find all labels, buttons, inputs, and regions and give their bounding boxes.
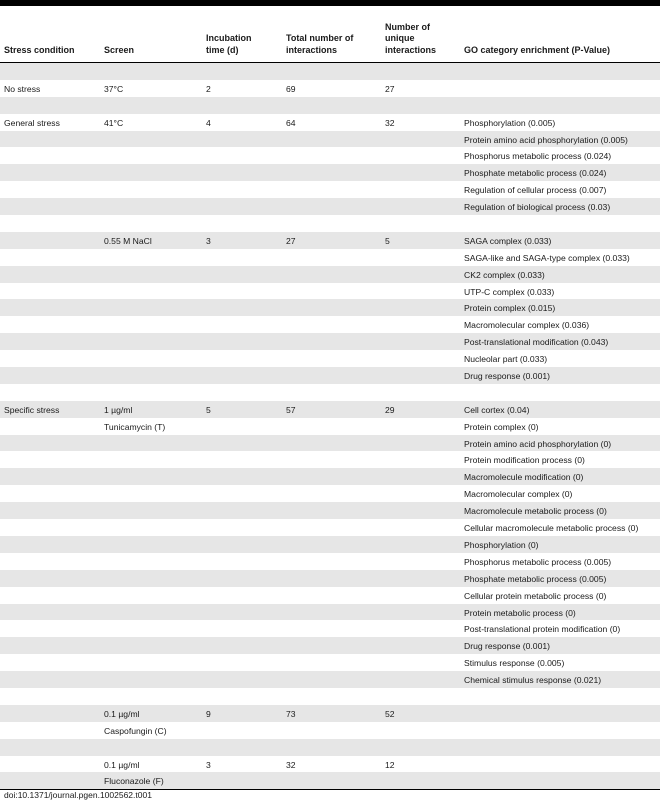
total-cell: 73 [286, 708, 296, 719]
go-cell: Chemical stimulus response (0.021) [464, 675, 602, 686]
go-cell: SAGA complex (0.033) [464, 235, 552, 246]
table-header [0, 18, 660, 62]
total-cell: 69 [286, 83, 296, 94]
table-body [0, 63, 660, 789]
screen-cell: 0.55 M NaCl [104, 235, 152, 246]
table-row [0, 384, 660, 401]
screen-cell: 41°C [104, 117, 124, 128]
go-cell: Cellular protein metabolic process (0) [464, 590, 607, 601]
go-cell: Phosphate metabolic process (0.024) [464, 168, 607, 179]
go-cell: Protein amino acid phosphorylation (0) [464, 438, 612, 449]
go-cell: Protein metabolic process (0) [464, 607, 576, 618]
table-row [0, 316, 660, 333]
doi-caption: doi:10.1371/journal.pgen.1002562.t001 [4, 790, 152, 800]
go-cell: Protein modification process (0) [464, 455, 585, 466]
table-row [0, 502, 660, 519]
table-row [0, 570, 660, 587]
incubation-cell: 4 [206, 117, 211, 128]
table-row [0, 333, 660, 350]
go-cell: Protein complex (0) [464, 421, 539, 432]
incubation-cell: 3 [206, 235, 211, 246]
table-row [0, 232, 660, 249]
table-row [0, 435, 660, 452]
table-row [0, 756, 660, 773]
header-stress-condition: Stress condition [4, 44, 75, 55]
table-row [0, 722, 660, 739]
top-rule [0, 0, 660, 6]
table-row [0, 772, 660, 789]
table-row [0, 536, 660, 553]
table-row [0, 485, 660, 502]
table-row [0, 80, 660, 97]
table-row [0, 587, 660, 604]
go-cell: Protein complex (0.015) [464, 303, 556, 314]
table-row [0, 198, 660, 215]
header-total-interactions: Total number of interactions [286, 33, 354, 55]
screen-cell: 0.1 µg/ml [104, 708, 140, 719]
incubation-cell: 3 [206, 759, 211, 770]
screen-cell: Fluconazole (F) [104, 776, 164, 787]
table-row [0, 367, 660, 384]
go-cell: Phosphorylation (0) [464, 539, 539, 550]
screen-cell: 0.1 µg/ml [104, 759, 140, 770]
total-cell: 27 [286, 235, 296, 246]
table-row [0, 401, 660, 418]
go-cell: Regulation of cellular process (0.007) [464, 185, 607, 196]
go-cell: Macromolecular complex (0) [464, 489, 573, 500]
table-row [0, 637, 660, 654]
incubation-cell: 5 [206, 404, 211, 415]
go-cell: Drug response (0.001) [464, 641, 550, 652]
table-row [0, 215, 660, 232]
go-cell: Cellular macromolecule metabolic process (0) [464, 523, 639, 534]
table-row [0, 519, 660, 536]
table-row [0, 688, 660, 705]
table-row [0, 418, 660, 435]
total-cell: 64 [286, 117, 296, 128]
go-cell: CK2 complex (0.033) [464, 269, 545, 280]
table-row [0, 620, 660, 637]
stress-condition-cell: Specific stress [4, 404, 60, 415]
table-row [0, 114, 660, 131]
go-cell: Nucleolar part (0.033) [464, 354, 548, 365]
incubation-cell: 2 [206, 83, 211, 94]
stress-condition-cell: No stress [4, 83, 41, 94]
header-go-enrichment: GO category enrichment (P-Value) [464, 44, 611, 55]
table-row [0, 553, 660, 570]
table-row [0, 283, 660, 300]
table-row [0, 249, 660, 266]
go-cell: Macromolecular complex (0.036) [464, 320, 590, 331]
table-row [0, 147, 660, 164]
unique-cell: 32 [385, 117, 395, 128]
go-cell: Cell cortex (0.04) [464, 404, 530, 415]
table-row [0, 181, 660, 198]
go-cell: Post-translational modification (0.043) [464, 337, 609, 348]
table-row [0, 671, 660, 688]
table-row [0, 604, 660, 621]
unique-cell: 52 [385, 708, 395, 719]
go-cell: Drug response (0.001) [464, 371, 550, 382]
go-cell: Stimulus response (0.005) [464, 658, 565, 669]
incubation-cell: 9 [206, 708, 211, 719]
screen-cell: Tunicamycin (T) [104, 421, 166, 432]
screen-cell: 1 µg/ml [104, 404, 133, 415]
go-cell: Macromolecule modification (0) [464, 472, 584, 483]
table-row [0, 131, 660, 148]
go-cell: Post-translational protein modification (0) [464, 624, 621, 635]
go-cell: Phosphorus metabolic process (0.005) [464, 556, 612, 567]
total-cell: 57 [286, 404, 296, 415]
table-row [0, 266, 660, 283]
header-incubation-time: Incubation time (d) [206, 33, 252, 55]
table-row [0, 63, 660, 80]
go-cell: Phosphorylation (0.005) [464, 117, 556, 128]
table-row [0, 299, 660, 316]
table-row [0, 705, 660, 722]
go-cell: Phosphate metabolic process (0.005) [464, 573, 607, 584]
table-row [0, 739, 660, 756]
table-row [0, 97, 660, 114]
total-cell: 32 [286, 759, 296, 770]
header-unique-interactions: Number of unique interactions [385, 21, 437, 55]
go-cell: Protein amino acid phosphorylation (0.005) [464, 134, 628, 145]
go-cell: Phosphorus metabolic process (0.024) [464, 151, 612, 162]
unique-cell: 5 [385, 235, 390, 246]
unique-cell: 29 [385, 404, 395, 415]
go-cell: Macromolecule metabolic process (0) [464, 506, 607, 517]
screen-cell: 37°C [104, 83, 124, 94]
table-row [0, 468, 660, 485]
table-row [0, 654, 660, 671]
table-row [0, 164, 660, 181]
go-cell: UTP-C complex (0.033) [464, 286, 555, 297]
table-row [0, 451, 660, 468]
go-cell: SAGA-like and SAGA-type complex (0.033) [464, 252, 630, 263]
unique-cell: 27 [385, 83, 395, 94]
header-screen: Screen [104, 44, 135, 55]
stress-condition-cell: General stress [4, 117, 60, 128]
table-row [0, 350, 660, 367]
screen-cell: Caspofungin (C) [104, 725, 167, 736]
unique-cell: 12 [385, 759, 395, 770]
go-cell: Regulation of biological process (0.03) [464, 202, 611, 213]
